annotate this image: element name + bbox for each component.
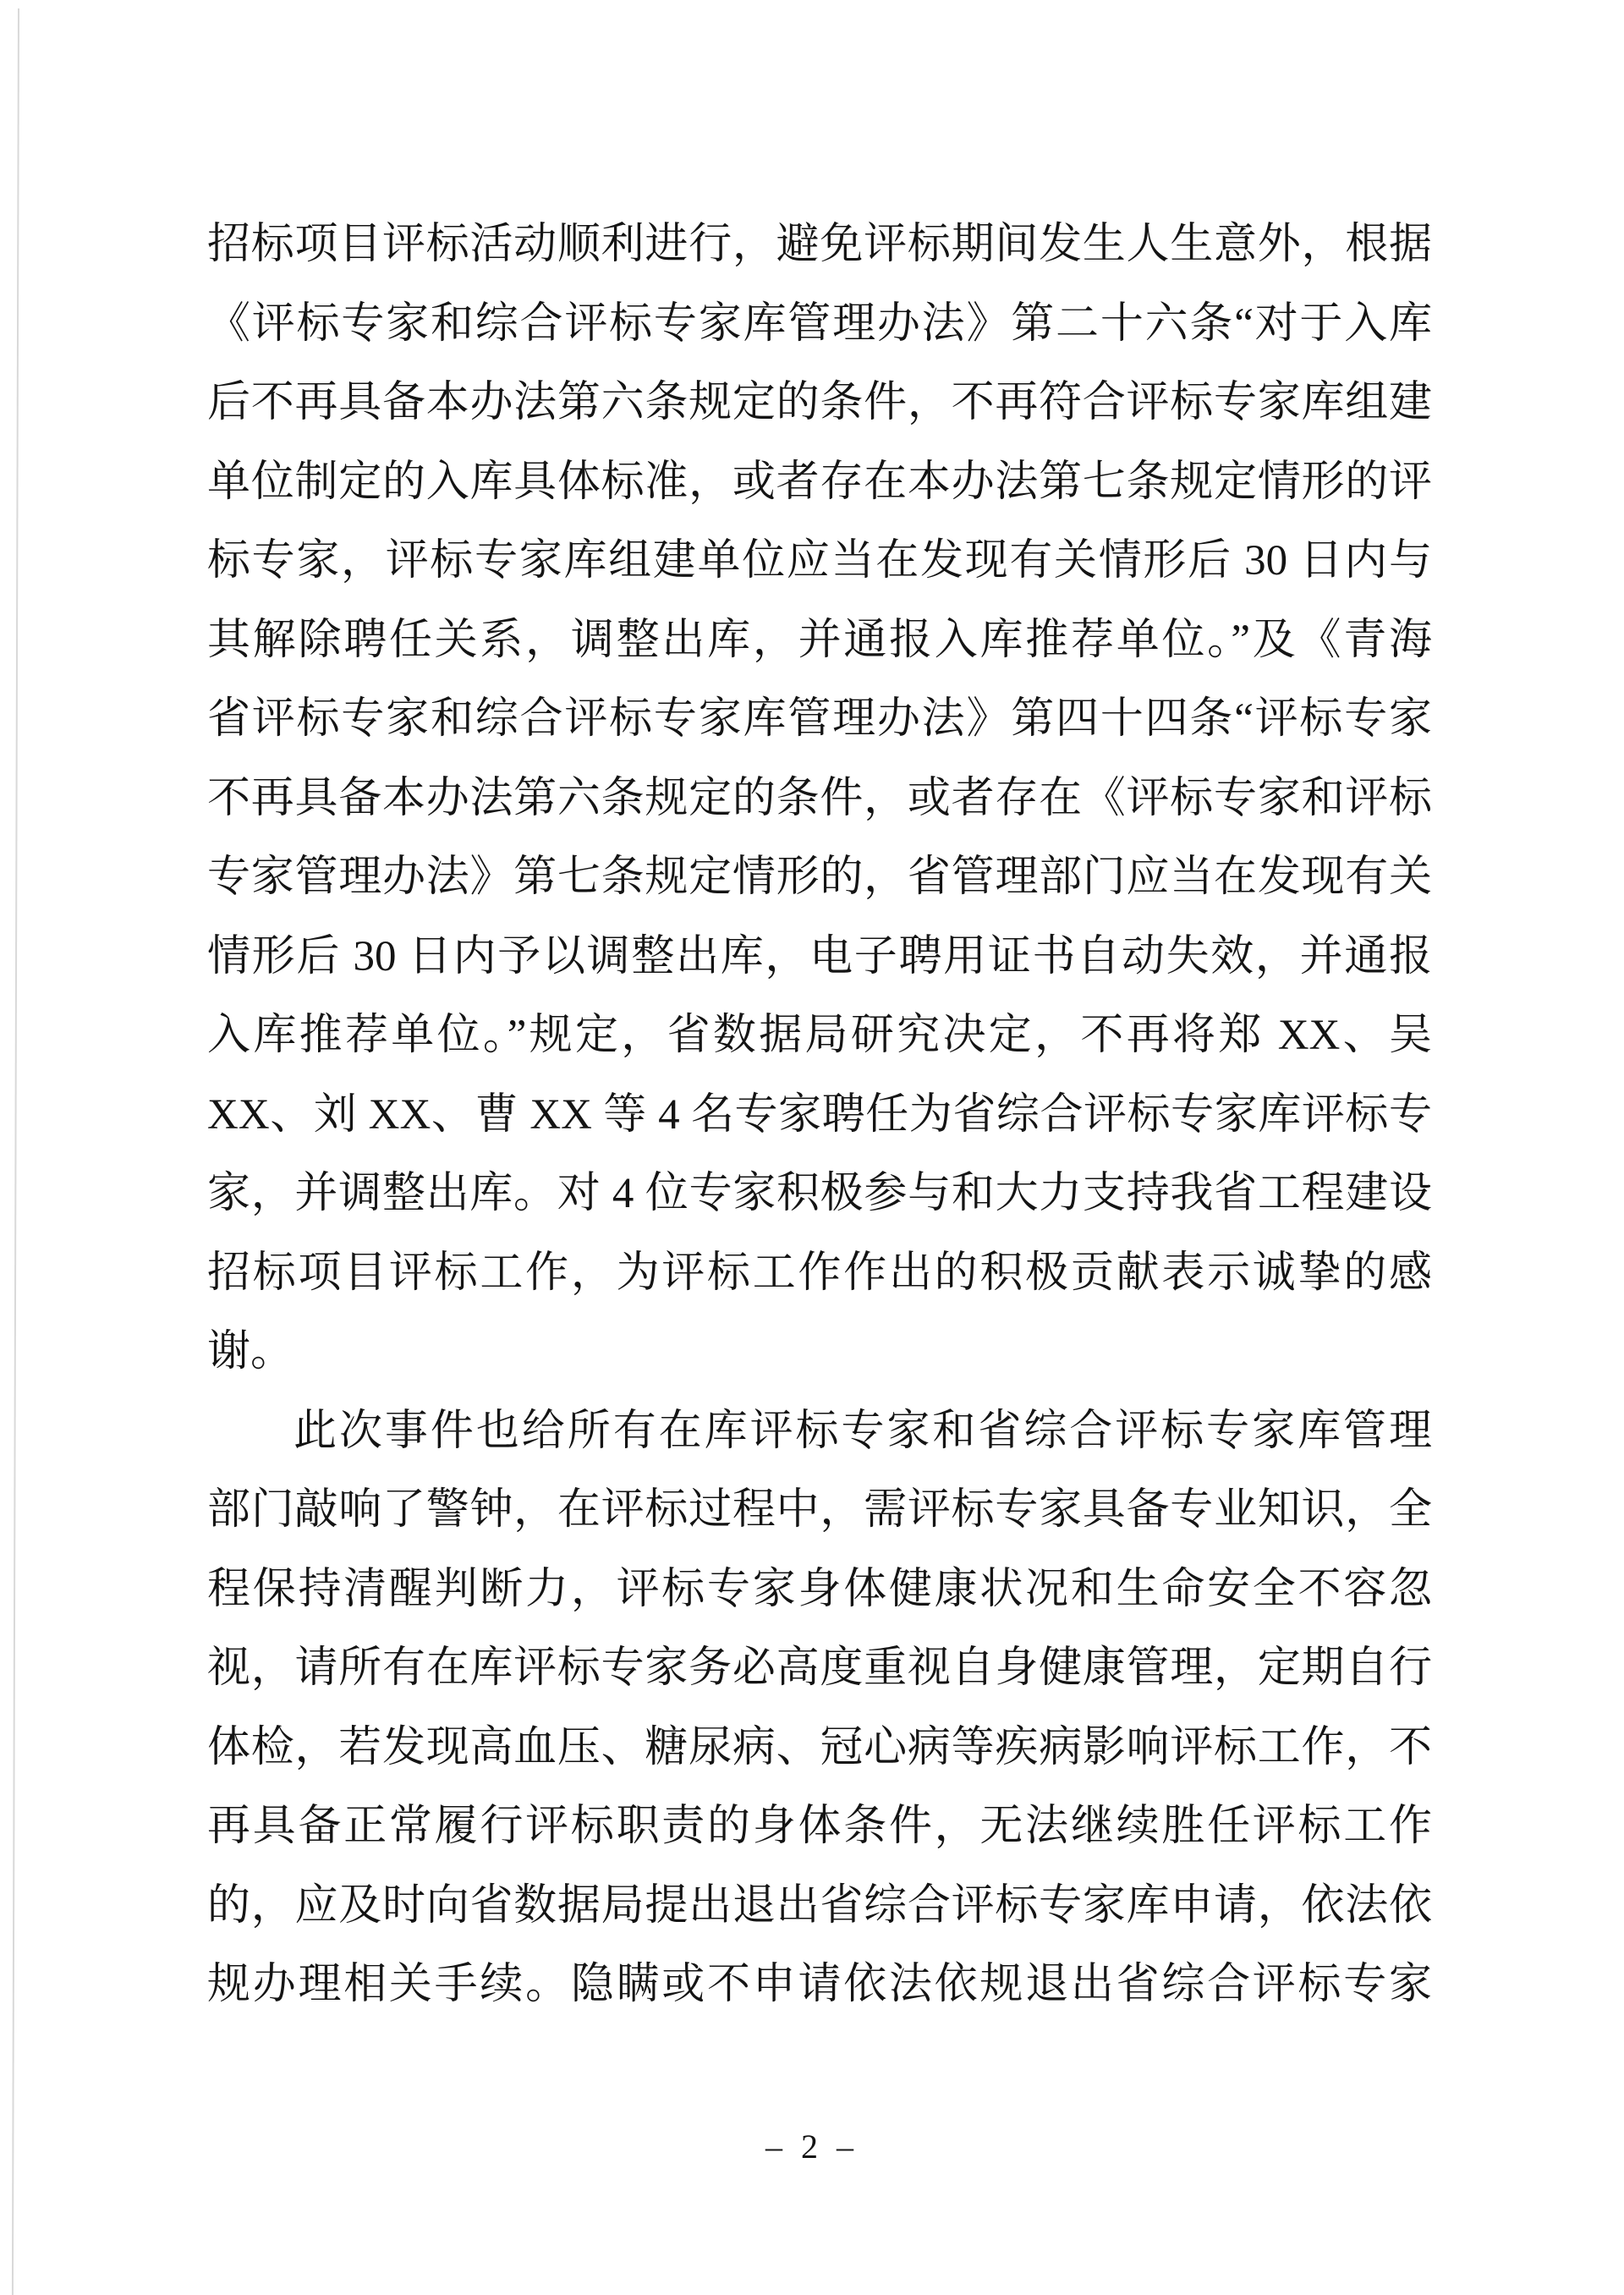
text-line: 单位制定的入库具体标准，或者存在本办法第七条规定情形的评 [207,458,1432,506]
text-line: 部门敲响了警钟，在评标过程中，需评标专家具备专业知识，全 [207,1486,1432,1534]
text-line: 体检，若发现高血压、糖尿病、冠心病等疾病影响评标工作，不 [207,1723,1432,1771]
text-line-paragraph-end: 谢。 [207,1328,294,1375]
text-line: 标专家，评标专家库组建单位应当在发现有关情形后 30 日内与 [207,537,1432,585]
document-body [207,206,1432,2025]
text-line: 《评标专家和综合评标专家库管理办法》第二十六条“对于入库 [207,299,1432,348]
text-line: 招标项目评标工作，为评标工作作出的积极贡献表示诚挚的感 [207,1249,1432,1297]
scan-edge-artifact [12,8,19,2295]
text-line: 的，应及时向省数据局提出退出省综合评标专家库申请，依法依 [207,1881,1432,1930]
text-line: 不再具备本办法第六条规定的条件，或者存在《评标专家和评标 [207,774,1432,822]
text-line: 情形后 30 日内予以调整出库，电子聘用证书自动失效，并通报 [207,932,1432,980]
text-line: 入库推荐单位。”规定，省数据局研究决定，不再将郑 XX、吴 [207,1012,1432,1059]
text-line: 规办理相关手续。隐瞒或不申请依法依规退出省综合评标专家 [207,1961,1432,2008]
text-line: XX、刘 XX、曹 XX 等 4 名专家聘任为省综合评标专家库评标专 [207,1090,1432,1139]
text-line: 后不再具备本办法第六条规定的条件，不再符合评标专家库组建 [207,379,1432,426]
text-line: 招标项目评标活动顺利进行，避免评标期间发生人生意外，根据 [207,221,1432,268]
text-line: 程保持清醒判断力，评标专家身体健康状况和生命安全不容忽 [207,1565,1432,1613]
text-line: 专家管理办法》第七条规定情形的，省管理部门应当在发现有关 [207,854,1432,901]
page-number: – 2 – [765,2128,859,2166]
text-line: 家，并调整出库。对 4 位专家积极参与和大力支持我省工程建设 [207,1170,1432,1217]
text-line: 其解除聘任关系，调整出库，并通报入库推荐单位。”及《青海 [207,616,1432,664]
text-line: 视，请所有在库评标专家务必高度重视自身健康管理，定期自行 [207,1644,1432,1692]
text-line: 再具备正常履行评标职责的身体条件，无法继续胜任评标工作 [207,1803,1432,1850]
text-line-paragraph-start: 此次事件也给所有在库评标专家和省综合评标专家库管理 [294,1407,1432,1455]
text-line: 省评标专家和综合评标专家库管理办法》第四十四条“评标专家 [207,695,1432,743]
